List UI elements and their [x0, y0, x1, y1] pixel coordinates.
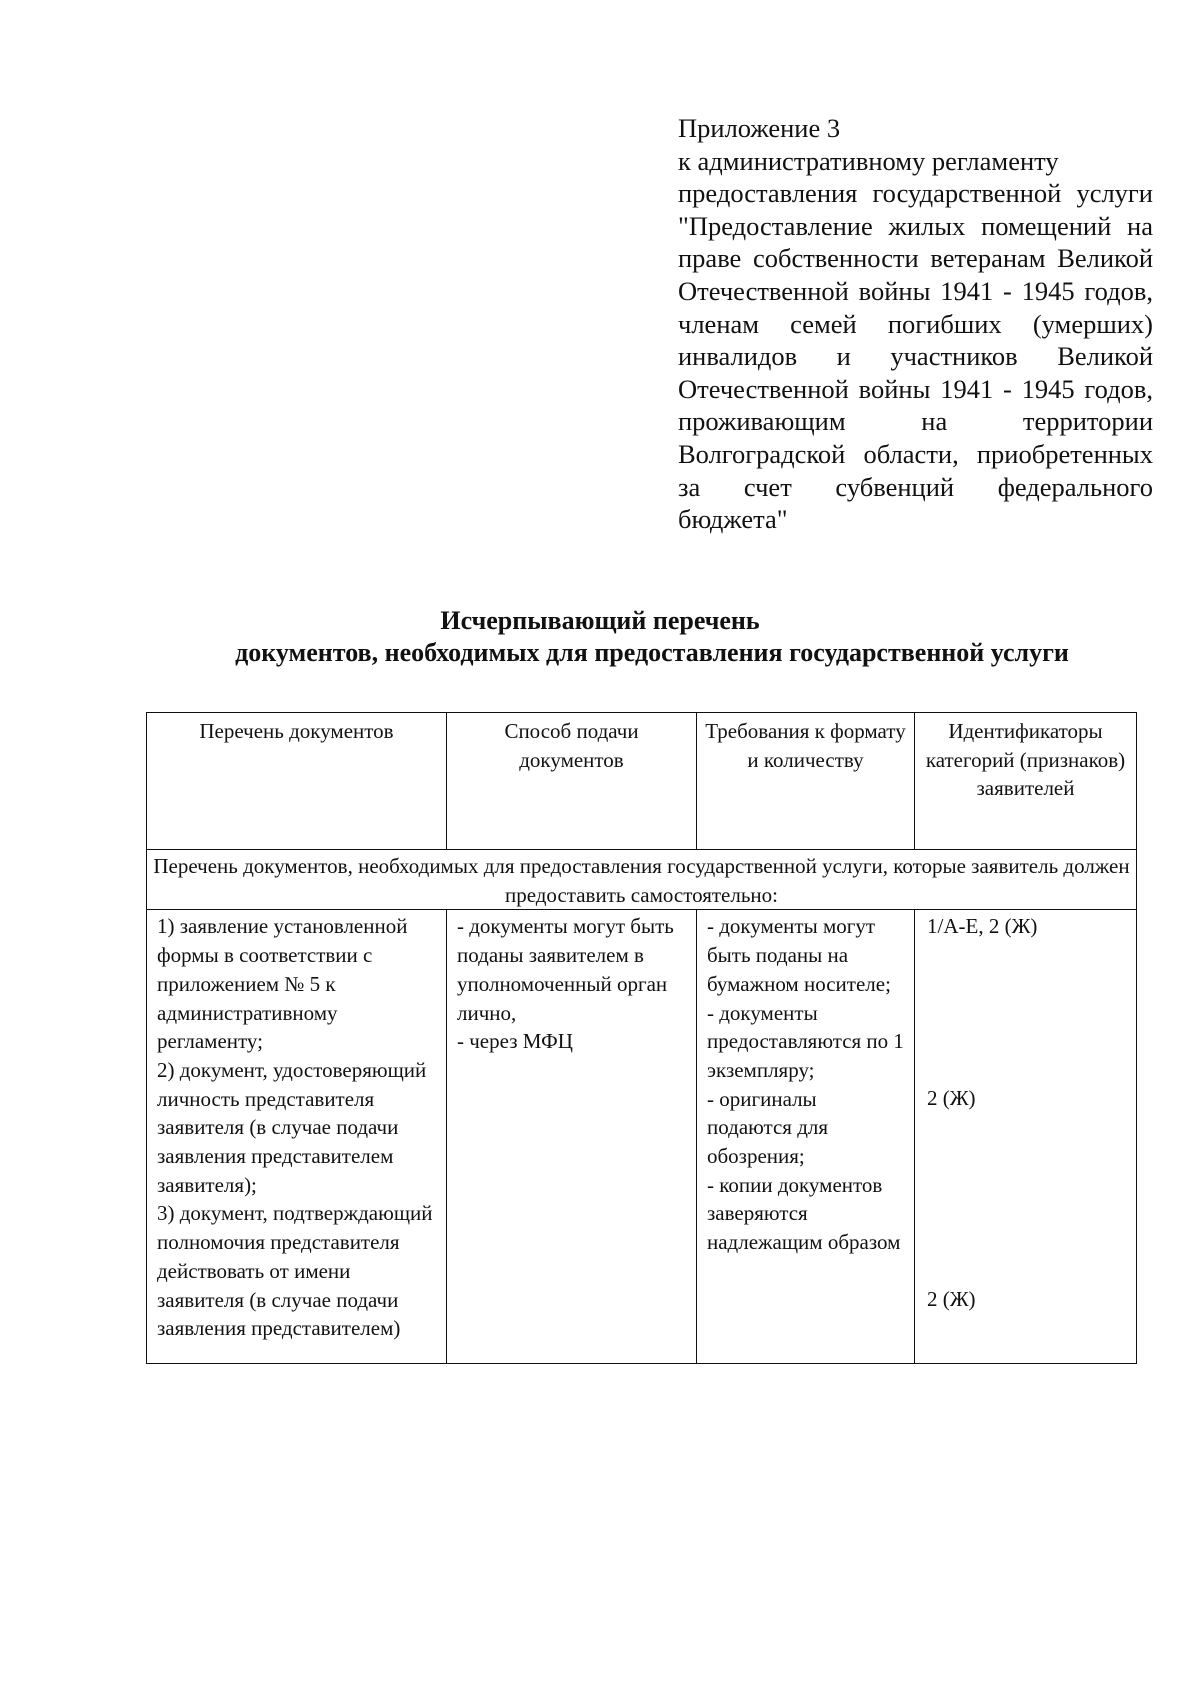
- spacer: [927, 941, 1124, 1084]
- table-header-row: [147, 713, 1137, 850]
- appendix-number: Приложение 3: [678, 113, 841, 143]
- header-submission-method: Способ подачи документов: [447, 713, 697, 850]
- methods-cell: [447, 910, 697, 1364]
- document-item: 2) документ, удостоверяющий личность представителя заявителя (в случае подачи заявления представителем заявителя);: [157, 1057, 427, 1197]
- appendix-block: [678, 112, 1153, 536]
- appendix-service-name: предоставления государственной услуги "Предоставление жилых помещений на праве собственности ветеранам Великой Отечественной войны 1941 - 1945 годов, членам семей погибших (умерших) инвалидов и участников Великой Отечественной войны 1941 - 1945 годов, проживающим на территории Волгоградской области, приобретенных за счет субвенций федерального бюджета": [678, 178, 1153, 535]
- table-row: [147, 910, 1137, 1364]
- identifiers-cell: [915, 910, 1137, 1364]
- document-subtitle: документов, необходимых для предоставления государственной услуги: [235, 638, 1069, 667]
- requirement-item: - оригиналы подаются для обозрения;: [707, 1086, 829, 1169]
- requirement-item: - документы могут быть поданы на бумажном носителе;: [707, 914, 891, 996]
- header-format-requirements: Требования к формату и количеству: [697, 713, 915, 850]
- requirement-item: - копии документов заверяются надлежащим образом: [707, 1172, 901, 1255]
- document-item: 1) заявление установленной формы в соответствии с приложением № 5 к административному регламенту;: [157, 914, 408, 1054]
- documents-table: [146, 712, 1137, 1364]
- table-section-row: [147, 850, 1137, 910]
- identifier-item: 1/А-Е, 2 (Ж): [927, 914, 1038, 939]
- identifier-item: 2 (Ж): [927, 1086, 976, 1111]
- appendix-reference: к административному регламенту: [678, 145, 1059, 176]
- header-applicant-identifiers: Идентификаторы категорий (признаков) заявителей: [915, 713, 1137, 850]
- requirements-cell: [697, 910, 915, 1364]
- spacer: [927, 1113, 1124, 1285]
- section-heading: Перечень документов, необходимых для предоставления государственной услуги, которые заявитель должен предоставить самостоятельно:: [147, 850, 1137, 910]
- document-title: Исчерпывающий перечень: [440, 606, 760, 635]
- method-item: - документы могут быть поданы заявителем в уполномоченный орган лично,: [457, 914, 674, 1025]
- document-item: 3) документ, подтверждающий полномочия представителя действовать от имени заявителя (в случае подачи заявления представителем): [157, 1201, 433, 1341]
- method-item: - через МФЦ: [457, 1029, 573, 1054]
- documents-cell: [147, 910, 447, 1364]
- identifier-item: 2 (Ж): [927, 1286, 976, 1311]
- requirement-item: - документы предоставляются по 1 экземпляру;: [707, 1000, 904, 1082]
- header-documents-list: Перечень документов: [147, 713, 447, 850]
